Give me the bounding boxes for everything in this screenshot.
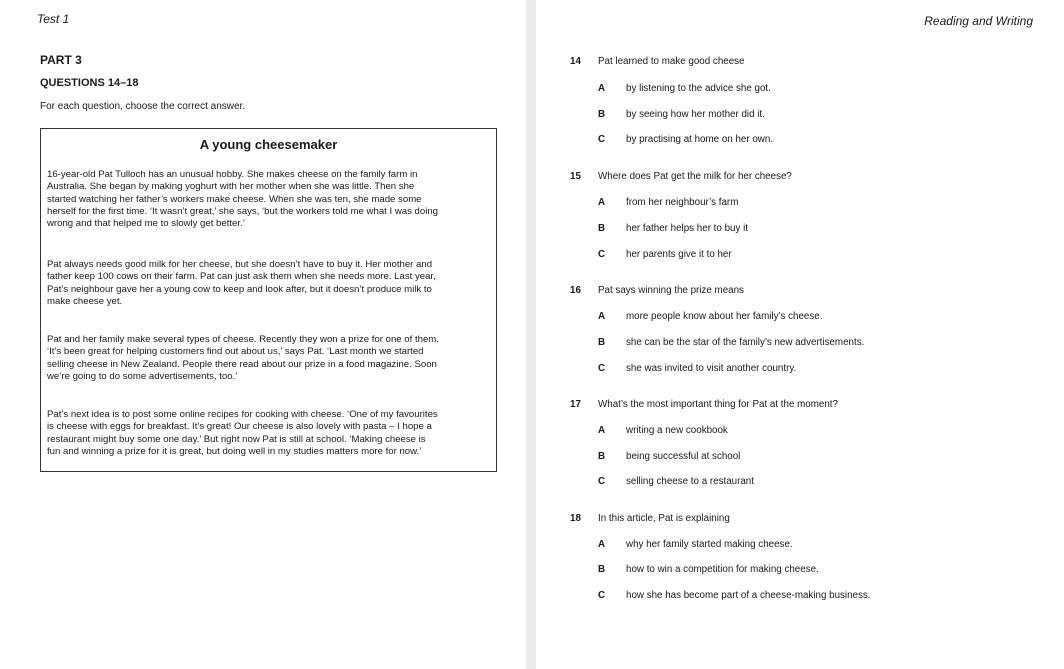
option-letter: C — [598, 590, 606, 601]
option-text: she was invited to visit another country. — [626, 363, 797, 374]
option-letter: A — [598, 311, 606, 322]
article-line: restaurant might buy some one day.’ But right now Pat is still at school. ‘Making cheese is — [47, 433, 426, 445]
article-line: 16-year-old Pat Tulloch has an unusual hobby. She makes cheese on the family farm in — [47, 169, 418, 180]
article-line: Pat’s next idea is to post some online recipes for cooking with cheese. ‘One of my favourites — [47, 409, 438, 420]
article-title: A young cheesemaker — [199, 137, 338, 152]
article-line: father keep 100 cows on their farm. Pat can just ask them when she needs more. Last year, — [47, 271, 436, 283]
option-text: writing a new cookbook — [626, 425, 728, 436]
option-text: being successful at school — [626, 451, 741, 462]
question-text: What’s the most important thing for Pat at the moment? — [598, 399, 838, 410]
article-line: is cheese with eggs for breakfast. It’s great! Our cheese is also lovely with pasta – I hope a — [47, 421, 432, 433]
option-letter: B — [598, 223, 606, 234]
article-line: started watching her father’s workers make cheese. When she was ten, she made some — [47, 193, 422, 205]
question-number: 17 — [570, 399, 581, 410]
instructions: For each question, choose the correct answer. — [40, 101, 246, 112]
question-text: Where does Pat get the milk for her cheese? — [598, 171, 792, 182]
option-text: by practising at home on her own. — [626, 134, 774, 145]
article-line: Pat and her family make several types of cheese. Recently they won a prize for one of them. — [47, 334, 439, 345]
article-line: selling cheese in New Zealand. People there read about our prize in a food magazine. Soon — [47, 358, 437, 370]
option-letter: B — [598, 337, 606, 348]
option-letter: C — [598, 476, 606, 487]
question-number: 14 — [570, 56, 581, 67]
article-line: Pat’s neighbour gave her a young cow to keep and look after, but it doesn’t produce milk to — [47, 283, 432, 295]
article-line: ‘It’s been great for helping customers find out about us,’ says Pat. ‘Last month we started — [47, 346, 424, 358]
article-line: fun and winning a prize for it is great, but doing well in my studies matters more for now.’ — [47, 445, 422, 457]
question-text: Pat says winning the prize means — [598, 285, 744, 296]
option-letter: A — [598, 539, 606, 550]
article-line: we’re going to do some advertisements, too.’ — [47, 370, 238, 382]
questions-range: QUESTIONS 14–18 — [40, 77, 139, 89]
option-text: she can be the star of the family’s new advertisements. — [626, 337, 865, 348]
option-text: selling cheese to a restaurant — [626, 476, 754, 487]
option-letter: C — [598, 249, 606, 260]
article-line: Australia. She began by making yoghurt with her mother when she was little. Then she — [47, 181, 415, 193]
question-text: In this article, Pat is explaining — [598, 513, 730, 524]
article-line: herself for the first time. ‘It wasn’t great,’ she says, ‘but the workers told me what I was doing — [47, 205, 439, 217]
option-letter: A — [598, 83, 606, 94]
question-number: 15 — [570, 171, 581, 182]
option-text: by seeing how her mother did it. — [626, 109, 765, 120]
option-text: from her neighbour’s farm — [626, 197, 739, 208]
option-letter: C — [598, 134, 606, 145]
question-text: Pat learned to make good cheese — [598, 56, 745, 67]
article-paragraph-2 — [47, 259, 499, 308]
question-number: 18 — [570, 513, 581, 524]
question-number: 16 — [570, 285, 581, 296]
part-title: PART 3 — [40, 53, 82, 67]
option-letter: B — [598, 564, 606, 575]
option-letter: A — [598, 197, 606, 208]
article-box — [40, 128, 497, 472]
article-paragraph-3 — [47, 334, 499, 383]
article-paragraph-4 — [47, 409, 499, 458]
option-text: her parents give it to her — [626, 249, 732, 260]
option-text: by listening to the advice she got. — [626, 83, 771, 94]
test-label: Test 1 — [37, 12, 70, 26]
option-letter: C — [598, 363, 606, 374]
section-label: Reading and Writing — [924, 14, 1033, 28]
article-line: make cheese yet. — [47, 295, 123, 307]
article-paragraph-1 — [47, 169, 499, 230]
article-line: Pat always needs good milk for her cheese, but she doesn’t have to buy it. Her mother and — [47, 259, 433, 270]
option-letter: B — [598, 109, 606, 120]
option-text: why her family started making cheese. — [626, 539, 793, 550]
option-text: how she has become part of a cheese-making business. — [626, 590, 871, 601]
article-line: wrong and that helped me to slowly get better.’ — [47, 218, 245, 230]
option-letter: B — [598, 451, 606, 462]
option-text: her father helps her to buy it — [626, 223, 748, 234]
option-text: more people know about her family’s cheese. — [626, 311, 823, 322]
option-letter: A — [598, 425, 606, 436]
option-text: how to win a competition for making cheese. — [626, 564, 819, 575]
